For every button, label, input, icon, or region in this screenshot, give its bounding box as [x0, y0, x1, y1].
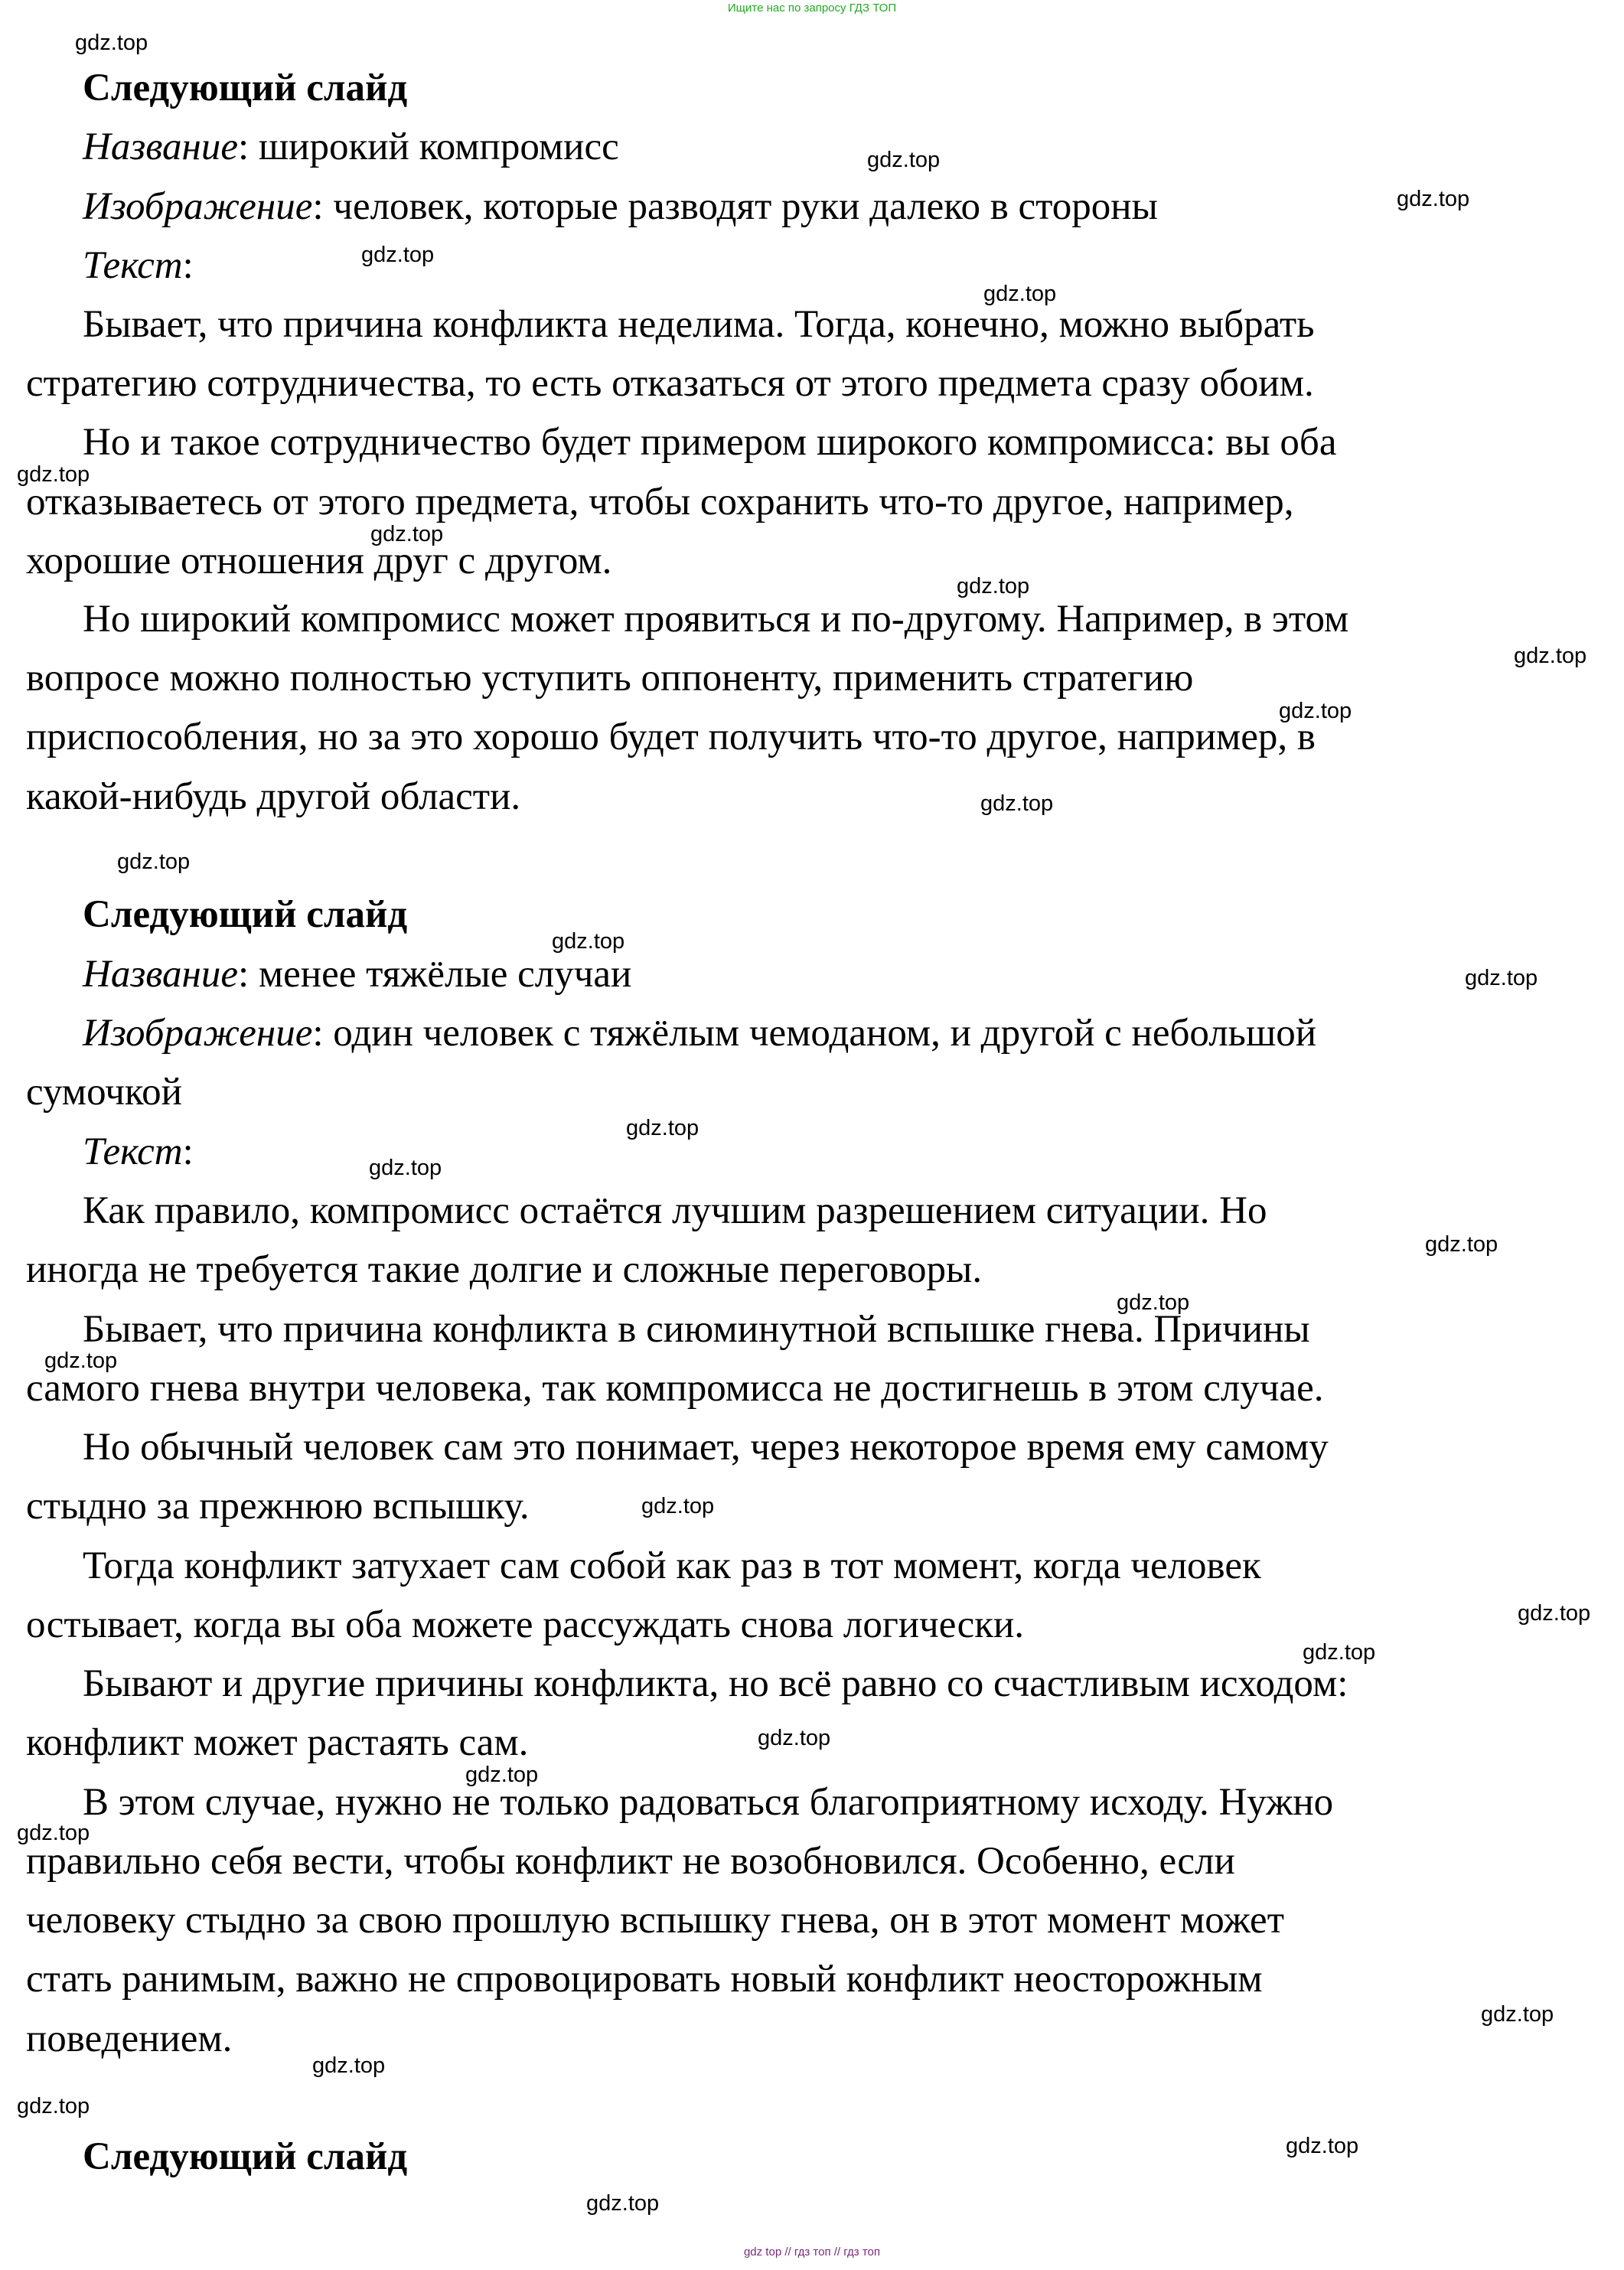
- watermark: gdz.top: [361, 243, 435, 267]
- watermark: gdz.top: [957, 574, 1030, 598]
- text-colon: :: [182, 1130, 194, 1173]
- paragraph-line: правильно себя вести, чтобы конфликт не возобновился. Особенно, если: [26, 1840, 1235, 1883]
- slide-1-heading: Следующий слайд: [83, 67, 408, 109]
- watermark: gdz.top: [1518, 1601, 1591, 1626]
- paragraph-line: Бывает, что причина конфликта в сиюминутной вспышке гнева. Причины: [83, 1308, 1310, 1351]
- paragraph-line: стать ранимым, важно не спровоцировать новый конфликт неосторожным: [26, 1958, 1263, 2001]
- slide-1-title-line: [83, 128, 1624, 167]
- paragraph-line: приспособления, но за это хорошо будет получить что-то другое, например, в: [26, 716, 1316, 758]
- text-colon: :: [182, 244, 194, 287]
- paragraph-line: Но и такое сотрудничество будет примером широкого компромисса: вы оба: [83, 421, 1337, 464]
- watermark: gdz.top: [370, 522, 444, 546]
- slide-3-heading: Следующий слайд: [83, 2135, 408, 2178]
- slide-2-title-line: [83, 955, 1624, 994]
- watermark: gdz.top: [586, 2191, 660, 2216]
- paragraph-line: поведением.: [26, 2017, 233, 2060]
- watermark: gdz.top: [369, 1156, 442, 1180]
- watermark: gdz.top: [1465, 966, 1538, 990]
- title-label: Название: [83, 126, 238, 168]
- paragraph-line: стратегию сотрудничества, то есть отказаться от этого предмета сразу обоим.: [26, 362, 1314, 405]
- slide-2-image-line: [83, 1014, 1624, 1053]
- image-value: : один человек с тяжёлым чемоданом, и другой с небольшой: [312, 1012, 1317, 1055]
- watermark: gdz.top: [75, 31, 148, 55]
- paragraph-line: Как правило, компромисс остаётся лучшим разрешением ситуации. Но: [83, 1189, 1267, 1232]
- image-label: Изображение: [83, 1012, 313, 1055]
- watermark: gdz.top: [1279, 699, 1352, 723]
- image-label: Изображение: [83, 185, 313, 228]
- slide-1-image-line: [83, 185, 1624, 228]
- paragraph-line: стыдно за прежнюю вспышку.: [26, 1485, 530, 1528]
- paragraph-line: человеку стыдно за свою прошлую вспышку гнева, он в этот момент может: [26, 1899, 1284, 1942]
- text-label: Текст: [83, 244, 183, 287]
- watermark: gdz.top: [1481, 2002, 1554, 2027]
- watermark: gdz.top: [17, 2094, 90, 2118]
- watermark: gdz.top: [17, 1821, 90, 1845]
- watermark: gdz.top: [1303, 1640, 1376, 1665]
- title-value: : широкий компромисс: [237, 126, 619, 168]
- header-search-note[interactable]: Ищите нас по запросу ГДЗ ТОП: [727, 2, 897, 15]
- title-label: Название: [83, 953, 238, 996]
- watermark: gdz.top: [867, 148, 941, 172]
- text-label: Текст: [83, 1130, 183, 1173]
- paragraph-line: какой-нибудь другой области.: [26, 775, 521, 818]
- paragraph-line: Но обычный человек сам это понимает, через некоторое время ему самому: [83, 1426, 1329, 1469]
- paragraph-line: Бывают и другие причины конфликта, но всё равно со счастливым исходом:: [83, 1662, 1348, 1705]
- watermark: gdz.top: [465, 1763, 539, 1787]
- watermark: gdz.top: [1397, 187, 1470, 211]
- slide-2-text-line: [83, 1130, 1624, 1173]
- paragraph-line: иногда не требуется такие долгие и сложные переговоры.: [26, 1248, 983, 1291]
- watermark: gdz.top: [983, 282, 1057, 306]
- watermark: gdz.top: [626, 1116, 699, 1140]
- paragraph-line: конфликт может растаять сам.: [26, 1721, 529, 1764]
- image-value: : человек, которые разводят руки далеко в стороны: [312, 185, 1158, 228]
- watermark: gdz.top: [1514, 644, 1587, 668]
- watermark: gdz.top: [17, 462, 90, 487]
- slide-2-heading: Следующий слайд: [83, 893, 408, 936]
- paragraph-line: отказываетесь от этого предмета, чтобы сохранить что-то другое, например,: [26, 481, 1294, 523]
- watermark: gdz.top: [312, 2053, 386, 2078]
- watermark: gdz.top: [117, 850, 191, 874]
- footer-links[interactable]: gdz top // гдз топ // гдз топ: [743, 2246, 881, 2259]
- paragraph-line: самого гнева внутри человека, так компромисса не достигнешь в этом случае.: [26, 1367, 1324, 1410]
- paragraph-line: Бывает, что причина конфликта неделима. Тогда, конечно, можно выбрать: [83, 303, 1315, 346]
- watermark: gdz.top: [44, 1349, 118, 1373]
- paragraph-line: вопросе можно полностью уступить оппоненту, применить стратегию: [26, 657, 1194, 700]
- slide-1-text-line: [83, 243, 1624, 287]
- watermark: gdz.top: [552, 929, 625, 954]
- watermark: gdz.top: [1286, 2134, 1359, 2158]
- paragraph-line: Тогда конфликт затухает сам собой как раз в тот момент, когда человек: [83, 1544, 1261, 1587]
- paragraph-line: хорошие отношения друг с другом.: [26, 540, 612, 582]
- watermark: gdz.top: [980, 791, 1054, 816]
- watermark: gdz.top: [641, 1494, 715, 1518]
- slide-2-image-cont: сумочкой: [26, 1071, 182, 1114]
- watermark: gdz.top: [758, 1726, 831, 1750]
- watermark: gdz.top: [1425, 1232, 1498, 1257]
- paragraph-line: В этом случае, нужно не только радоваться благоприятному исходу. Нужно: [83, 1781, 1334, 1824]
- title-value: : менее тяжёлые случаи: [237, 953, 632, 996]
- paragraph-line: остывает, когда вы оба можете рассуждать снова логически.: [26, 1603, 1025, 1646]
- paragraph-line: Но широкий компромисс может проявиться и по-другому. Например, в этом: [83, 598, 1349, 641]
- watermark: gdz.top: [1117, 1290, 1190, 1315]
